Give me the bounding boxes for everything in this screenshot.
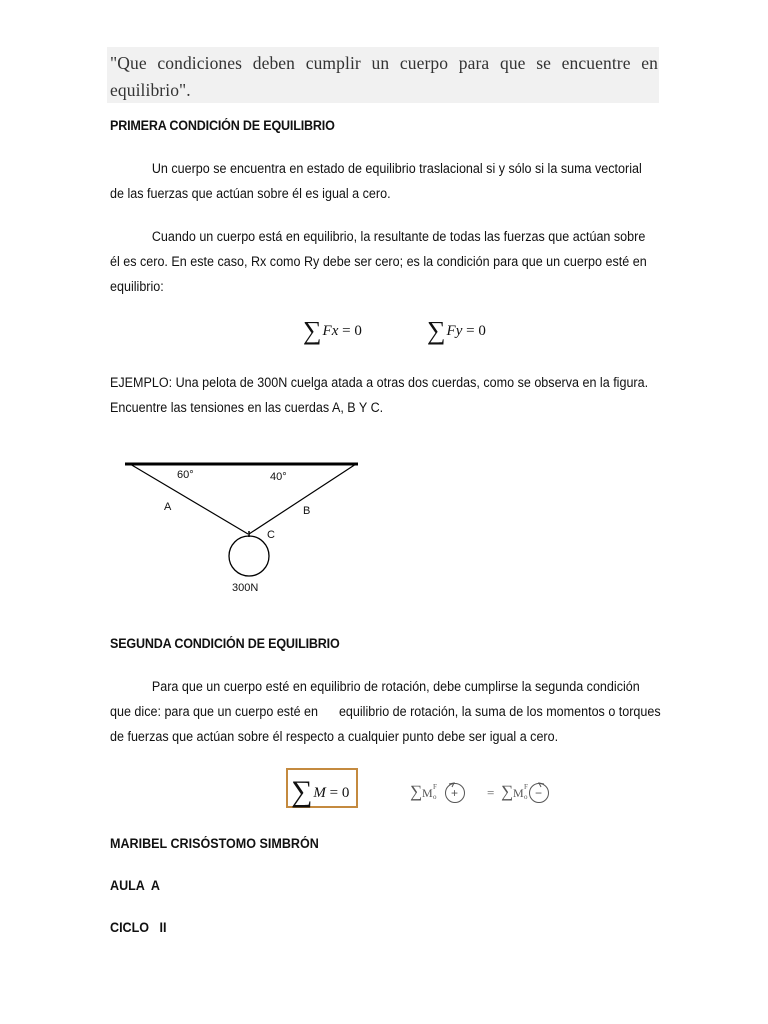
- angle-right-label: 40°: [270, 471, 287, 483]
- text-line: Cuando un cuerpo está en equilibrio, la resultante de todas las fuerzas que actúan sobre: [151, 229, 646, 244]
- question-text: "Que condiciones deben cumplir un cuerpo para que se encuentre en equilibrio".: [110, 53, 658, 100]
- moments-balance-formula: [408, 774, 550, 808]
- formula-sum-fy: [427, 316, 486, 346]
- text-line: de fuerzas que actúan sobre él respecto a cualquier punto debe ser igual a cero.: [110, 729, 559, 744]
- first-condition-paragraph-1: [110, 156, 658, 206]
- sigma-symbol: ∑: [291, 775, 313, 808]
- rope-a-label: A: [164, 501, 172, 513]
- weight-label: 300N: [232, 582, 259, 594]
- sigma-symbol: ∑: [303, 316, 322, 345]
- text-line: EJEMPLO: Una pelota de 300N cuelga atada a otras dos cuerdas, como se observa en la figura.: [110, 375, 649, 390]
- subscript-o: o: [524, 793, 528, 801]
- angle-left-label: 60°: [177, 469, 194, 481]
- superscript-f: F: [433, 783, 437, 791]
- sigma-symbol: ∑: [427, 316, 446, 345]
- author-name: MARIBEL CRISÓSTOMO SIMBRÓN: [110, 836, 319, 851]
- text-line: de las fuerzas que actúan sobre él es igual a cero.: [110, 186, 391, 201]
- text-line: que dice: para que un cuerpo esté en equilibrio de rotación, la suma de los momentos o torques: [110, 704, 661, 719]
- example-text: [110, 370, 658, 420]
- formula-equals-zero: = 0: [338, 323, 362, 339]
- formula-sum-m: [291, 775, 349, 809]
- sigma-symbol: ∑: [410, 782, 423, 801]
- equals-sign: =: [487, 785, 495, 800]
- cycle-label: CICLO II: [110, 920, 167, 935]
- first-condition-paragraph-2: [110, 224, 658, 299]
- ball: [229, 536, 269, 576]
- text-line: Un cuerpo se encuentra en estado de equilibrio traslacional si y sólo si la suma vectorial: [151, 161, 642, 176]
- formula-equals-zero: = 0: [325, 785, 350, 801]
- formula-variable: Fy: [446, 323, 463, 339]
- text-line: Para que un cuerpo esté en equilibrio de rotación, debe cumplirse la segunda condición: [151, 679, 640, 694]
- text-line: él es cero. En este caso, Rx como Ry debe ser cero; es la condición para que un cuerpo esté en: [110, 254, 647, 269]
- moment-symbol: M: [513, 786, 524, 800]
- subscript-o: o: [433, 793, 437, 801]
- plus-sign: +: [451, 786, 459, 800]
- rope-b: [249, 464, 356, 534]
- hanging-ball-diagram: [118, 455, 368, 600]
- second-condition-paragraph: [110, 674, 661, 749]
- formula-variable: Fx: [322, 323, 339, 339]
- formula-equals-zero: = 0: [462, 323, 486, 339]
- text-line: Encuentre las tensiones en las cuerdas A, B Y C.: [110, 400, 384, 415]
- first-condition-title: PRIMERA CONDICIÓN DE EQUILIBRIO: [110, 118, 335, 133]
- second-condition-title: SEGUNDA CONDICIÓN DE EQUILIBRIO: [110, 636, 340, 651]
- minus-sign: −: [535, 786, 543, 800]
- rope-c-label: C: [267, 529, 275, 541]
- rope-b-label: B: [303, 505, 311, 517]
- formula-sum-fx: [303, 316, 362, 346]
- text-line: equilibrio:: [110, 279, 164, 294]
- formula-variable: M: [313, 785, 326, 801]
- classroom-label: AULA A: [110, 878, 160, 893]
- moment-symbol: M: [422, 786, 433, 800]
- superscript-f: F: [524, 783, 528, 791]
- sigma-symbol: ∑: [501, 782, 514, 801]
